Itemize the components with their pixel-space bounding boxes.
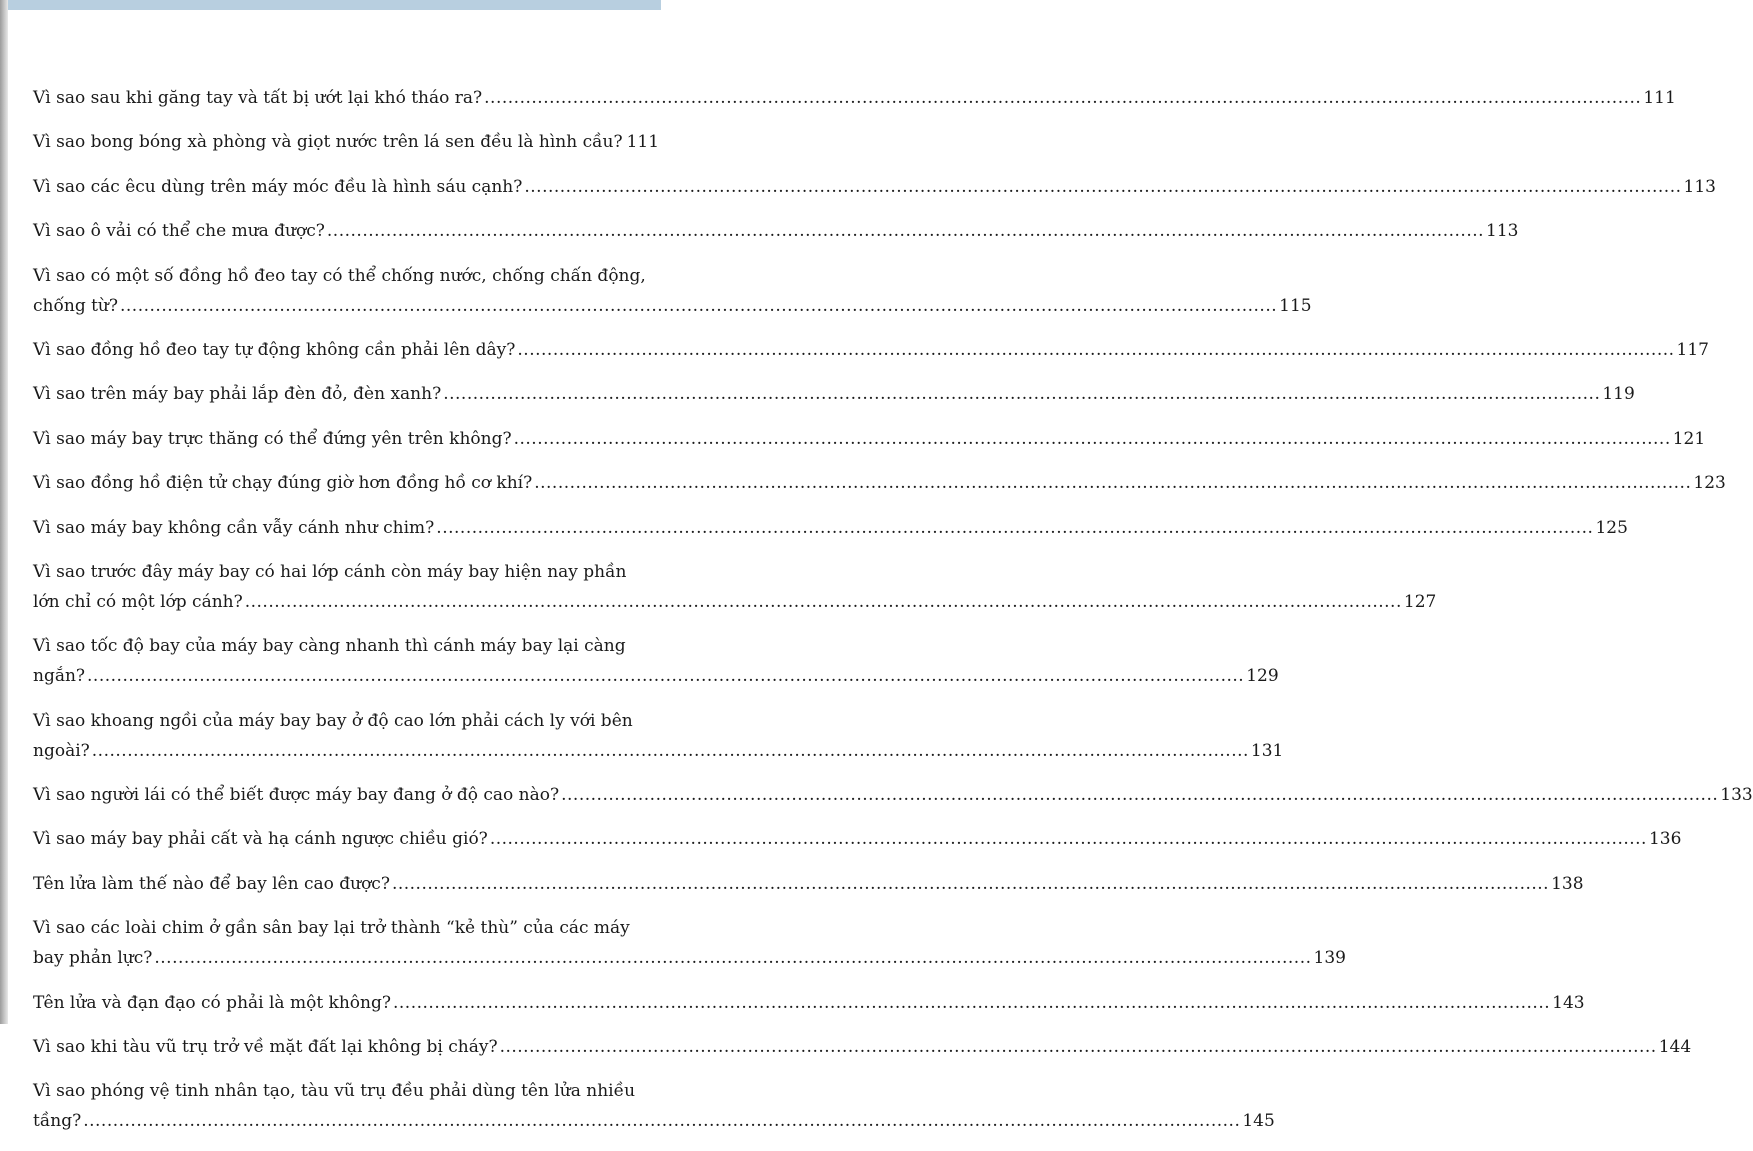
- toc-entry-page: 121: [1672, 428, 1706, 449]
- dot-leader: [524, 172, 1681, 202]
- dot-leader: [154, 943, 1311, 973]
- dot-leader: [443, 379, 1600, 409]
- toc-entry: [33, 706, 1284, 766]
- toc-entry-title: Vì sao đồng hồ điện tử chạy đúng giờ hơn đồng hồ cơ khí?: [33, 473, 533, 494]
- toc-entry-title-continued: chống từ?: [33, 295, 118, 316]
- dot-leader: [120, 291, 1277, 321]
- table-of-contents: [33, 83, 1753, 1151]
- toc-entry-title: Vì sao các loài chim ở gần sân bay lại trở thành “kẻ thù” của các máy: [33, 918, 630, 939]
- toc-entry-title-continued: ngắn?: [33, 666, 86, 687]
- toc-entry: [33, 780, 1753, 810]
- dot-leader: [534, 468, 1691, 498]
- toc-entry-page: 131: [1250, 740, 1284, 761]
- dot-leader: [517, 335, 1674, 365]
- toc-entry: [33, 216, 1519, 246]
- toc-entry-title: Vì sao có một số đồng hồ đeo tay có thể chống nước, chống chấn động,: [33, 265, 646, 286]
- toc-entry-title: Vì sao phóng vệ tinh nhân tạo, tàu vũ trụ đều phải dùng tên lửa nhiều: [33, 1081, 636, 1102]
- dot-leader: [436, 513, 1593, 543]
- toc-entry: [33, 172, 1716, 202]
- toc-entry-page: 117: [1676, 339, 1709, 360]
- toc-entry-title: Vì sao ô vải có thể che mưa được?: [33, 221, 325, 242]
- dot-leader: [561, 780, 1718, 810]
- toc-entry-page: 143: [1552, 992, 1585, 1013]
- page-top-edge: [0, 0, 661, 10]
- toc-entry-page: 129: [1246, 666, 1279, 687]
- toc-entry-title: Vì sao bong bóng xà phòng và giọt nước trên lá sen đều là hình cầu?: [33, 132, 623, 153]
- toc-entry-page: 136: [1648, 829, 1682, 850]
- toc-entry: [33, 261, 1312, 321]
- toc-entry: [33, 379, 1635, 409]
- dot-leader: [245, 587, 1402, 617]
- toc-entry: [33, 988, 1585, 1018]
- toc-entry-title: Vì sao sau khi găng tay và tất bị ướt lại khó tháo ra?: [33, 88, 483, 108]
- toc-entry-title: Vì sao trên máy bay phải lắp đèn đỏ, đèn xanh?: [33, 384, 442, 405]
- toc-entry-title: Vì sao các êcu dùng trên máy móc đều là hình sáu cạnh?: [33, 176, 523, 197]
- toc-entry-title: Vì sao khoang ngồi của máy bay bay ở độ cao lớn phải cách ly với bên: [33, 710, 633, 731]
- toc-entry-page: 145: [1242, 1111, 1275, 1132]
- toc-entry-page: 133: [1720, 785, 1753, 806]
- toc-entry: [33, 513, 1628, 543]
- toc-entry-title: Vì sao đồng hồ đeo tay tự động không cần phải lên dây?: [33, 339, 516, 360]
- toc-entry-title: Vì sao máy bay phải cất và hạ cánh ngược chiều gió?: [33, 829, 488, 850]
- toc-entry: [33, 468, 1726, 498]
- toc-entry-title: Vì sao máy bay không cần vẫy cánh như chim?: [33, 517, 435, 538]
- toc-entry-title: Vì sao trước đây máy bay có hai lớp cánh còn máy bay hiện nay phần: [33, 561, 627, 582]
- toc-entry-title: Vì sao tốc độ bay của máy bay càng nhanh thì cánh máy bay lại càng: [33, 636, 626, 657]
- toc-entry-page: 125: [1595, 517, 1628, 538]
- toc-entry-title: Vì sao khi tàu vũ trụ trở về mặt đất lại không bị cháy?: [33, 1037, 498, 1058]
- toc-entry: [33, 424, 1706, 454]
- toc-entry: [33, 335, 1709, 365]
- dot-leader: [392, 869, 1549, 899]
- dot-leader: [393, 988, 1550, 1018]
- dot-leader: [484, 83, 1641, 113]
- dot-leader: [87, 661, 1244, 691]
- toc-entry-page: 119: [1602, 384, 1635, 405]
- toc-entry: [33, 1076, 1275, 1136]
- toc-entry-page: 123: [1693, 473, 1726, 494]
- toc-entry: [33, 913, 1346, 973]
- toc-entry: [33, 83, 1676, 113]
- toc-entry-page: 127: [1403, 591, 1437, 612]
- toc-entry-title-continued: ngoài?: [33, 740, 90, 761]
- dot-leader: [500, 1032, 1657, 1062]
- toc-entry-title-continued: tầng?: [33, 1111, 82, 1132]
- dot-leader: [327, 216, 1484, 246]
- dot-leader: [83, 1106, 1240, 1136]
- toc-entry-page: 111: [626, 132, 660, 153]
- toc-entry-page: 144: [1658, 1037, 1692, 1058]
- page-left-edge: [0, 0, 8, 1024]
- toc-entry-title: Tên lửa làm thế nào để bay lên cao được?: [33, 873, 390, 894]
- dot-leader: [514, 424, 1671, 454]
- toc-entry-page: 139: [1313, 948, 1346, 969]
- toc-entry: [33, 869, 1584, 899]
- toc-entry-title-continued: lớn chỉ có một lớp cánh?: [33, 591, 243, 612]
- toc-entry: [33, 1032, 1692, 1062]
- toc-entry-page: 138: [1551, 873, 1584, 894]
- toc-entry-title: Vì sao máy bay trực thăng có thể đứng yên trên không?: [33, 428, 512, 449]
- toc-entry-title-continued: bay phản lực?: [33, 948, 153, 969]
- toc-entry-title: Vì sao người lái có thể biết được máy bay đang ở độ cao nào?: [33, 785, 560, 806]
- toc-entry: [33, 557, 1437, 617]
- toc-entry-page: 113: [1683, 176, 1716, 197]
- toc-entry-title: Tên lửa và đạn đạo có phải là một không?: [33, 992, 391, 1013]
- toc-entry-page: 115: [1279, 295, 1312, 316]
- toc-entry: [33, 824, 1682, 854]
- toc-entry-page: 111: [1643, 88, 1676, 108]
- dot-leader: [92, 736, 1249, 766]
- toc-entry: [33, 127, 660, 157]
- dot-leader: [490, 824, 1647, 854]
- toc-entry: [33, 631, 1279, 691]
- toc-entry-page: 113: [1486, 221, 1519, 242]
